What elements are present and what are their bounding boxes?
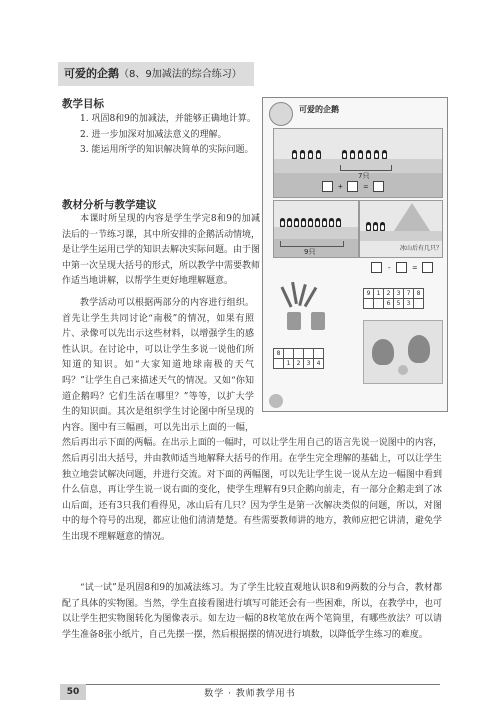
goal-item: 2. 进一步加深对加减法意义的理解。 — [80, 129, 227, 140]
goals-heading: 教学目标 — [62, 98, 104, 110]
grid-cell: 5 — [394, 299, 404, 309]
paragraph-text: 本课时所呈现的内容是学生学完8和9的加减法后的一节练习课，其中所安排的企鹅活动情境，是让学生运用已学的知识去解决实际问题。由于图中第一次呈现大括号的形式，所以教学中需要教师作适当地讲解，以帮学生更好地理解题意。 — [62, 214, 261, 287]
lesson-title-sub: （8、9加减法的综合练习） — [119, 69, 242, 80]
answer-box[interactable] — [422, 262, 433, 273]
grid-cell: 8 — [274, 349, 284, 359]
monkey-icon — [372, 339, 394, 365]
bottom-left-panel — [273, 200, 359, 258]
paragraph-text: “试一试”是巩固8和9的加减法练习。为了学生比较直观地认识8和9两数的分与合，教材都配了具体的实物图。当然，学生直接看图进行填写可能还会有一些困难，所以，在教学中，也可以让学生把实物图转化为图像表示。如左边一幅的8枚笔放在两个笔筒里，有哪些放法？可以请学生准备8张小纸片，自己先摆一摆，然后根据摆的情况进行填数，以降低学生练习的难度。 — [62, 583, 442, 640]
analysis-heading: 教材分析与教学建议 — [62, 199, 157, 211]
textbook-illustration — [262, 97, 448, 412]
number-bond-grid-a — [363, 288, 424, 309]
top-equation — [322, 181, 384, 192]
bottom-right-panel — [359, 200, 443, 258]
equals-sign: = — [412, 263, 418, 272]
pencils-picture — [281, 282, 341, 332]
grid-cell: 2 — [294, 359, 304, 369]
pencil-cup-icon — [311, 312, 325, 330]
grid-cell: 3 — [404, 299, 414, 309]
iceberg-question: 冰山后有几只？ — [400, 245, 443, 252]
goal-item: 1. 巩固8和9的加减法，并能够正确地计算。 — [80, 114, 256, 124]
footer-rule — [60, 684, 440, 685]
answer-box[interactable] — [396, 262, 407, 273]
grid-cell: 3 — [394, 289, 404, 299]
illustration-title: 可爱的企鹅 — [299, 105, 339, 114]
analysis-para-1 — [62, 212, 260, 290]
monkey-icon — [408, 335, 430, 363]
page-number: 50 — [60, 684, 86, 700]
grid-cell: 7 — [404, 289, 414, 299]
top-penguin-panel — [273, 128, 443, 198]
page-marker-icon — [269, 394, 283, 408]
pencil-cup-icon — [287, 312, 301, 330]
paragraph-text: 教学活动可以根据两部分的内容进行组织。首先让学生共同讨论“南极”的情况，如果有照片、录像可以先出示这些材料，以增强学生的感性认识。在讨论中，可以让学生多说一说他们所知道的知识。如“大家知道地球南极的天气吗？”让学生自己来描述天气的情况。又如“你知道企鹅吗？它们生活在哪里？”等等，以扩大学生的知识面。其次是组织学生讨论图中所呈现的内容。图中有三幅画，可以先出示上面的一幅，然后再出示下面的两幅。在出示上面的一幅时，可以让学生用自己的语言先说一说图中的内容，然后再引出大括号，并由教师适当地解释大括号的作用。在学生完全理解的基础上，可以让学生独立地尝试解决问题，并进行交流。对下面的两幅图，可以先让学生说一说从左边一幅图中看到什么信息，再让学生说一说右面的变化，使学生理解有9只企鹅向前走，有一部分企鹅走到了冰山后面，还有3只我们看得见，冰山后有几只？因为学生是第一次解决类似的问题，所以，对图中的每个符号的出现，都应让他们清清楚楚。有些需要教师讲的地方，教师应把它讲清，避免学生出现不理解题意的情况。 — [62, 298, 442, 542]
analysis-para-3 — [62, 581, 442, 643]
monkeys-picture — [363, 320, 443, 384]
book-title: 数学 · 教师教学用书 — [204, 689, 296, 699]
lesson-title-main: 可爱的企鹅 — [64, 67, 119, 80]
answer-box[interactable] — [347, 181, 358, 192]
minus-sign: - — [386, 263, 392, 272]
grid-cell: 3 — [304, 359, 314, 369]
plus-sign: + — [337, 182, 343, 191]
goals-list — [62, 112, 260, 159]
number-bond-grid-c — [273, 348, 324, 369]
peach-icon — [398, 365, 408, 375]
grid-cell: 6 — [384, 299, 394, 309]
child-avatar-icon — [269, 102, 293, 126]
grid-cell: 8 — [414, 289, 424, 299]
answer-box[interactable] — [373, 181, 384, 192]
equals-sign: = — [363, 182, 369, 191]
goal-item: 3. 能运用所学的知识解决简单的实际问题。 — [80, 145, 254, 156]
lesson-title — [58, 62, 254, 86]
grid-cell: 9 — [364, 289, 374, 299]
answer-box[interactable] — [322, 181, 333, 192]
top-bracket-label: 7只 — [358, 172, 370, 180]
answer-box[interactable] — [371, 262, 382, 273]
bottom-equation — [371, 262, 433, 273]
grid-cell: 1 — [284, 359, 294, 369]
grid-cell: 1 — [374, 289, 384, 299]
grid-cell: 2 — [384, 289, 394, 299]
grid-cell: 4 — [314, 359, 324, 369]
bottom-bracket-label: 9只 — [304, 248, 316, 256]
